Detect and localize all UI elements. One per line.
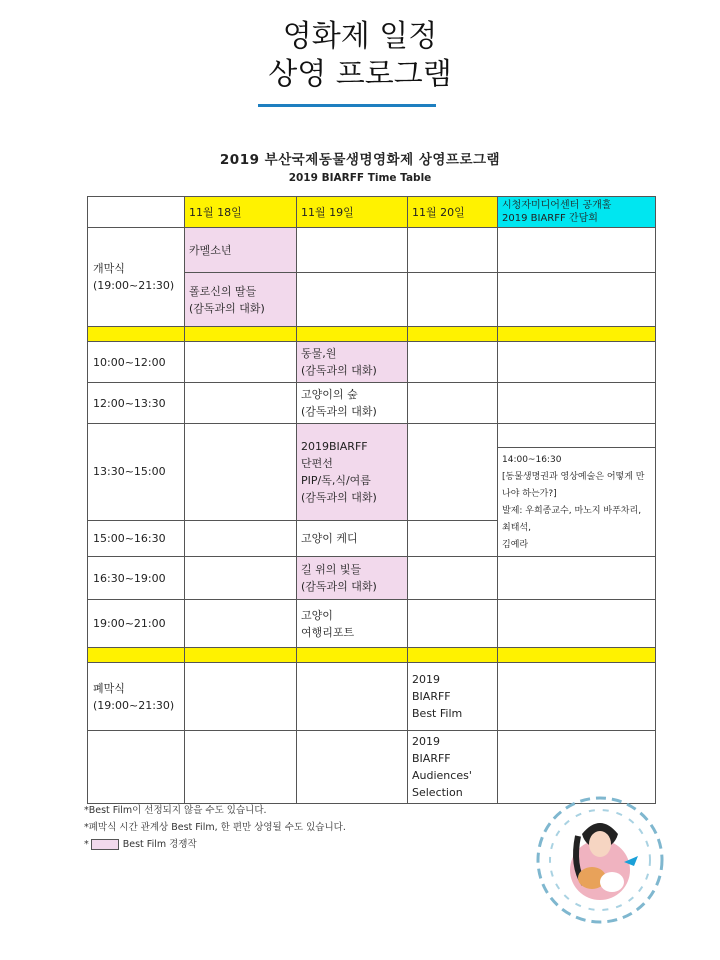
empty-cell (88, 731, 185, 804)
closing-time: 폐막식 (19:00~21:30) (88, 663, 185, 731)
empty-cell (498, 663, 656, 731)
empty-cell (408, 228, 498, 273)
empty-cell (185, 342, 297, 383)
empty-cell (408, 424, 498, 521)
closing-film-2: 2019 BIARFF Audiences' Selection (408, 731, 498, 804)
empty-cell (185, 383, 297, 424)
header-line-1: 영화제 일정 (282, 19, 438, 54)
time-slot: 12:00~13:30 (88, 383, 185, 424)
opening-time: 개막식 (19:00~21:30) (88, 228, 185, 327)
film-cell: 2019BIARFF 단편선 PIP/독,식/여름 (감독과의 대화) (297, 424, 408, 521)
document-title: 2019 부산국제동물생명영화제 상영프로그램 (219, 152, 501, 168)
page-header (0, 18, 720, 94)
opening-film-1: 카멜소년 (185, 228, 297, 273)
time-slot: 13:30~15:00 (88, 424, 185, 521)
film-cell: 고양이 여행리포트 (297, 600, 408, 648)
best-film-swatch (91, 839, 119, 850)
document-subtitle: 2019 BIARFF Time Table (288, 172, 432, 184)
table-row (88, 383, 656, 424)
footnote-3-label: Best Film 경쟁작 (122, 839, 197, 850)
table-row (88, 557, 656, 600)
film-cell: 동물,원 (감독과의 대화) (297, 342, 408, 383)
empty-cell (498, 273, 656, 327)
empty-cell (498, 424, 656, 448)
corner-cell (88, 197, 185, 228)
timetable (87, 196, 656, 804)
empty-cell (185, 600, 297, 648)
festival-logo-icon (520, 790, 680, 930)
date-header-nov19: 11월 19일 (297, 197, 408, 228)
talk-session: 14:00~16:30 [동물생명권과 영상예술은 어떻게 만나야 하는가?] 발제: 우희종교수, 마노지 바푸차리, 최태석, 김예라 (498, 448, 656, 557)
separator-row (88, 648, 656, 663)
opening-film-2: 폴로신의 딸들 (감독과의 대화) (185, 273, 297, 327)
empty-cell (297, 228, 408, 273)
closing-film-1: 2019 BIARFF Best Film (408, 663, 498, 731)
film-cell: 길 위의 빛들 (감독과의 대화) (297, 557, 408, 600)
film-cell: 고양이 케디 (297, 520, 408, 556)
header-line-2: 상영 프로그램 (268, 57, 452, 92)
empty-cell (185, 520, 297, 556)
empty-cell (408, 557, 498, 600)
empty-cell (408, 383, 498, 424)
table-row (88, 424, 656, 448)
footnotes (84, 802, 346, 853)
empty-cell (185, 663, 297, 731)
venue-header: 시청자미디어센터 공개홀 2019 BIARFF 간담회 (498, 197, 656, 228)
table-row (88, 228, 656, 273)
footnote-3 (84, 836, 346, 853)
empty-cell (498, 600, 656, 648)
empty-cell (297, 731, 408, 804)
empty-cell (408, 600, 498, 648)
empty-cell (498, 342, 656, 383)
table-row (88, 600, 656, 648)
time-slot: 19:00~21:00 (88, 600, 185, 648)
empty-cell (297, 663, 408, 731)
time-slot: 15:00~16:30 (88, 520, 185, 556)
date-header-nov18: 11월 18일 (185, 197, 297, 228)
separator-row (88, 327, 656, 342)
date-header-nov20: 11월 20일 (408, 197, 498, 228)
table-row (88, 663, 656, 731)
time-slot: 16:30~19:00 (88, 557, 185, 600)
empty-cell (408, 273, 498, 327)
footnote-2: *폐막식 시간 관계상 Best Film, 한 편만 상영될 수도 있습니다. (84, 822, 346, 833)
empty-cell (185, 557, 297, 600)
empty-cell (498, 383, 656, 424)
empty-cell (408, 520, 498, 556)
time-slot: 10:00~12:00 (88, 342, 185, 383)
empty-cell (297, 273, 408, 327)
table-row (88, 342, 656, 383)
header-underline (258, 104, 436, 107)
empty-cell (498, 557, 656, 600)
footnote-1: *Best Film이 선정되지 않을 수도 있습니다. (84, 805, 267, 816)
empty-cell (498, 228, 656, 273)
film-cell: 고양이의 숲 (감독과의 대화) (297, 383, 408, 424)
footnote-3-prefix: * (84, 839, 89, 850)
table-header-row (88, 197, 656, 228)
empty-cell (408, 342, 498, 383)
empty-cell (185, 424, 297, 521)
empty-cell (185, 731, 297, 804)
